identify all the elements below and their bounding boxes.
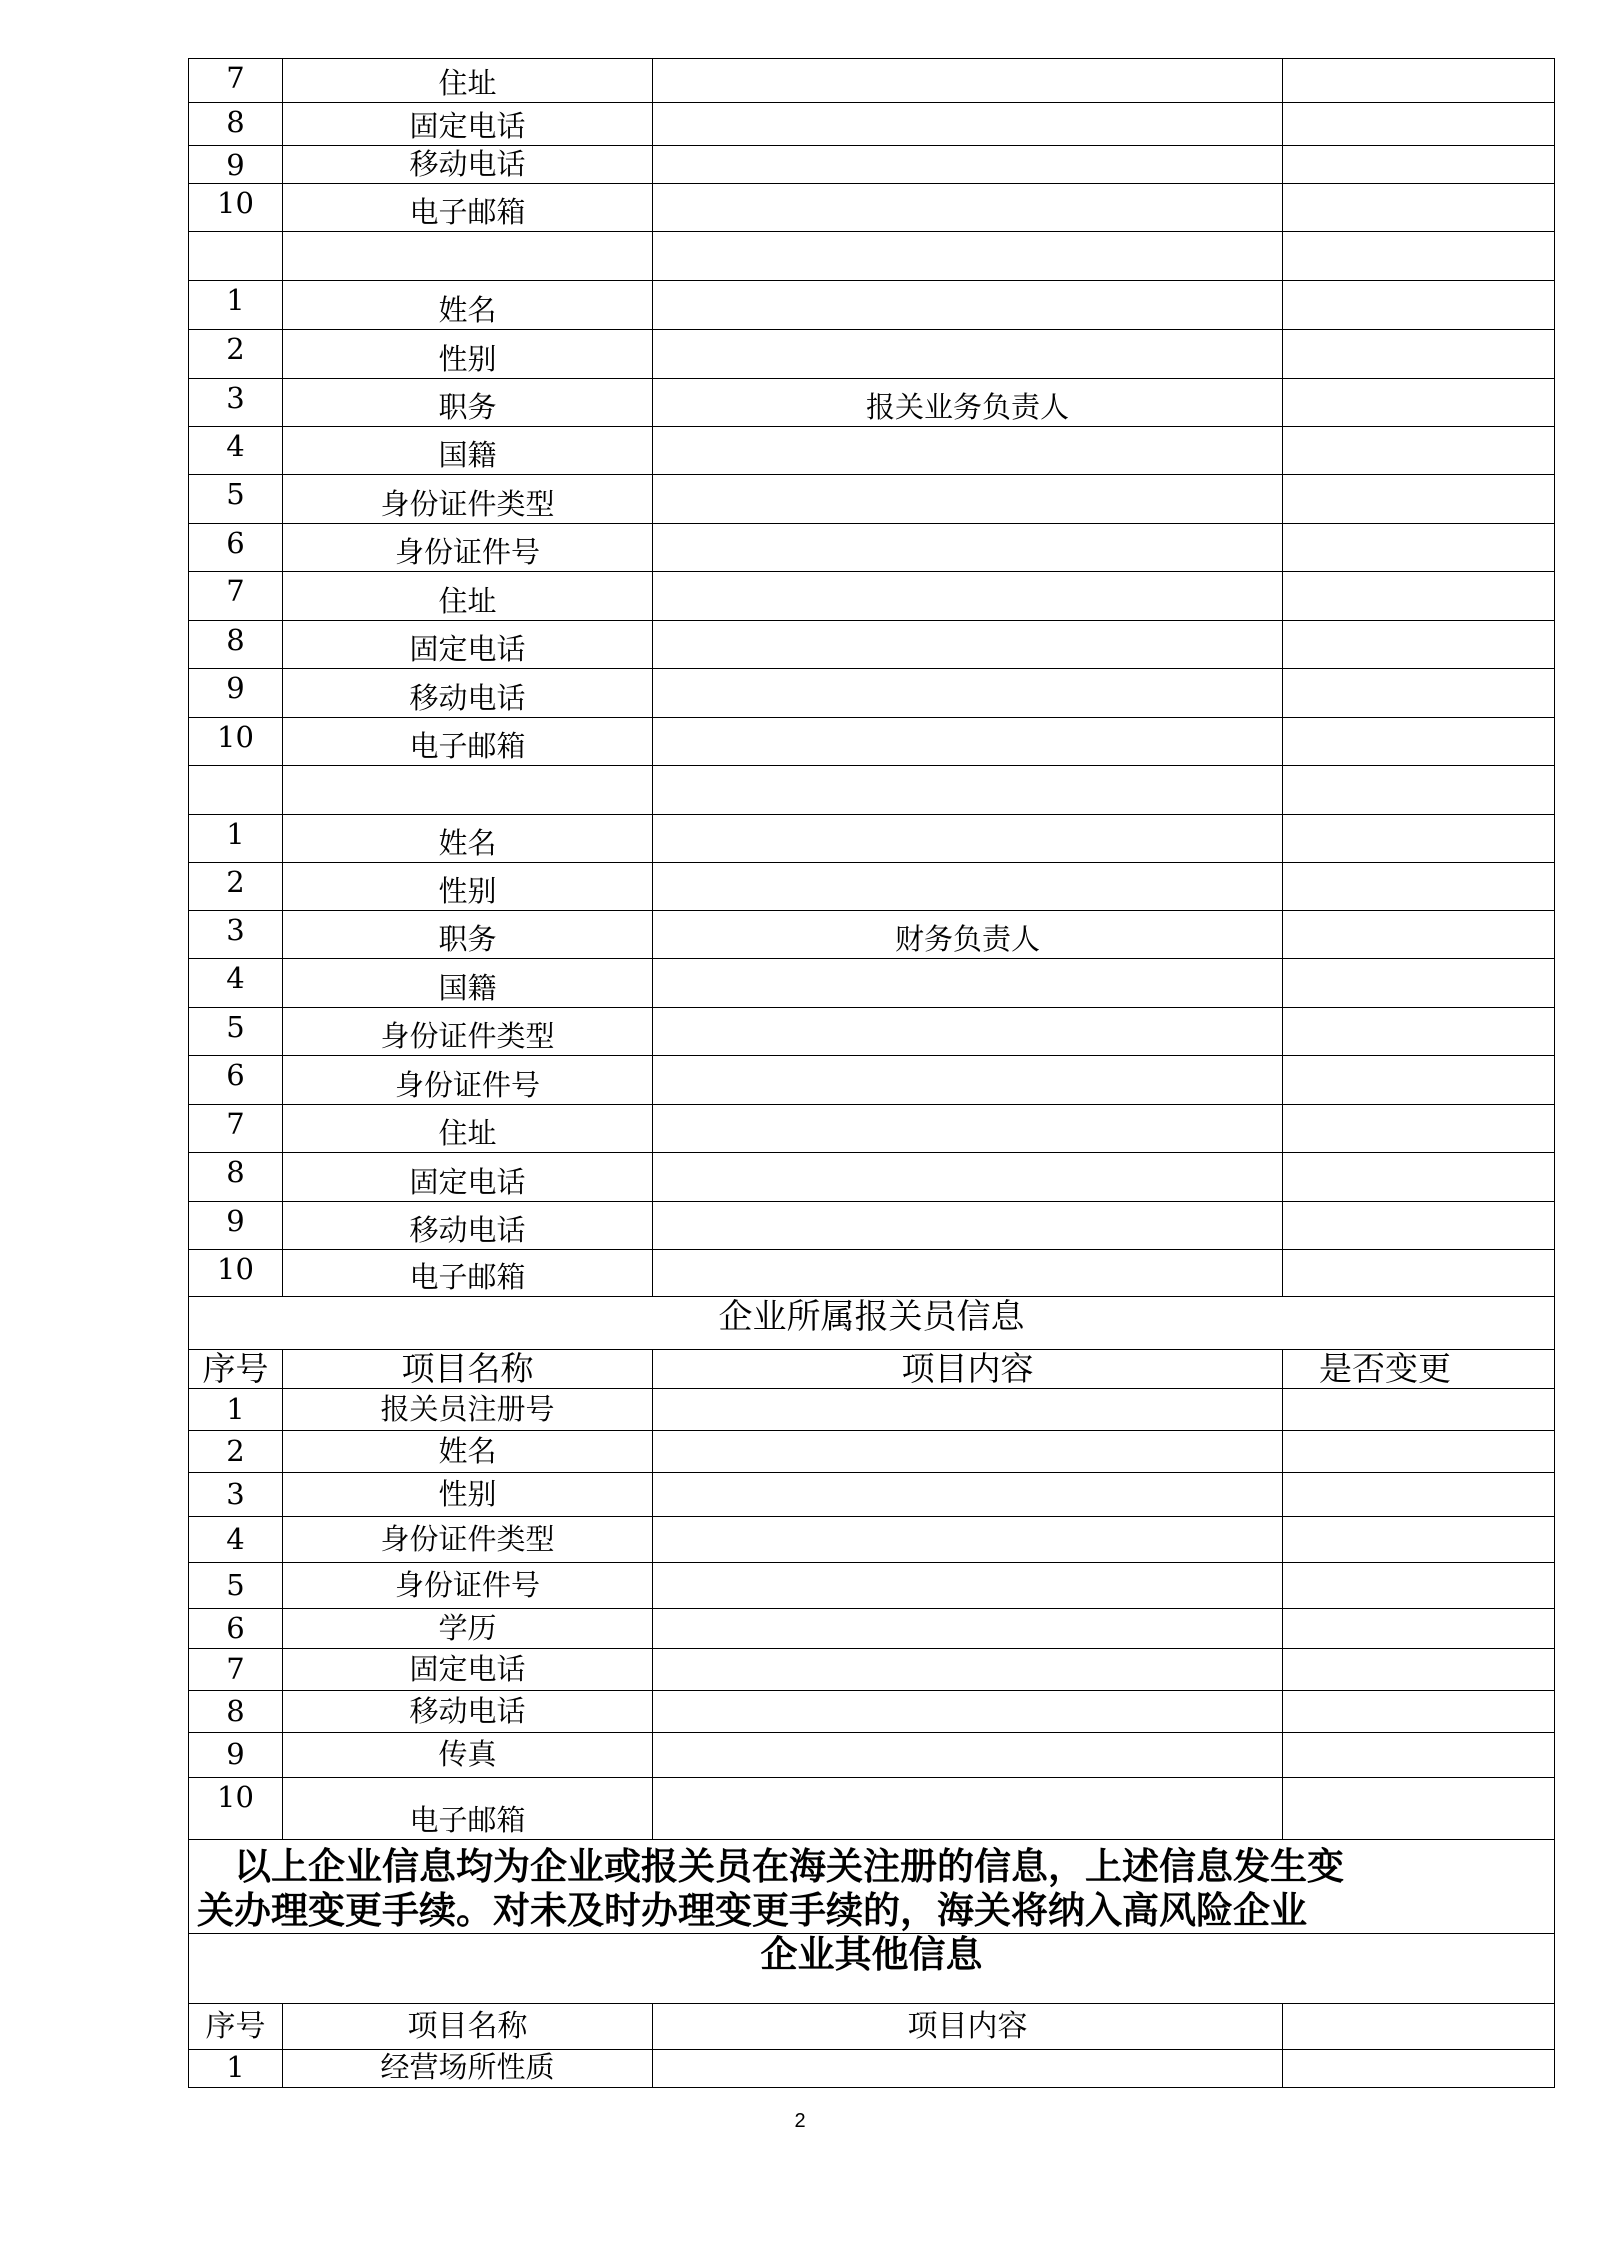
item-name: 固定电话 [283,1153,653,1202]
item-content[interactable]: 报关业务负责人 [653,379,1283,427]
item-content[interactable] [653,1202,1283,1250]
item-content[interactable] [653,1431,1283,1473]
item-name: 职务 [283,379,653,427]
header-row [189,2003,1555,2049]
item-content[interactable] [653,863,1283,911]
row-number: 1 [189,815,283,863]
item-name: 电子邮箱 [283,1250,653,1297]
header-name: 项目名称 [283,1350,653,1389]
item-name: 电子邮箱 [283,718,653,766]
row-number: 6 [189,1609,283,1649]
table-row [189,1202,1555,1250]
notice-text [189,1840,1555,1934]
row-number: 9 [189,1202,283,1250]
row-number: 7 [189,1649,283,1691]
item-name: 固定电话 [283,621,653,669]
item-content[interactable] [653,524,1283,572]
row-number: 9 [189,669,283,718]
table-row [189,59,1555,103]
item-name: 移动电话 [283,669,653,718]
changed-cell[interactable] [1283,911,1555,959]
other-section-title: 企业其他信息 [189,1933,1555,2003]
table-row [189,524,1555,572]
changed-cell[interactable] [1283,1517,1555,1563]
row-number: 7 [189,59,283,103]
changed-cell[interactable] [1283,1563,1555,1609]
notice-line-2: 关办理变更手续。对未及时办理变更手续的，海关将纳入高风险企业 [197,1888,1307,1933]
item-name: 移动电话 [283,146,653,184]
item-content[interactable] [653,146,1283,184]
row-number: 1 [189,1389,283,1431]
changed-cell[interactable] [1283,281,1555,330]
header-row [189,1350,1555,1389]
item-content[interactable] [653,427,1283,475]
item-content[interactable] [653,1105,1283,1153]
row-number: 3 [189,911,283,959]
table-row [189,427,1555,475]
table-row [189,815,1555,863]
table-row [189,1649,1555,1691]
changed-cell[interactable] [1283,524,1555,572]
item-content[interactable] [653,1691,1283,1733]
changed-cell[interactable] [1283,1473,1555,1517]
row-number: 8 [189,621,283,669]
item-name: 电子邮箱 [283,1778,653,1840]
changed-cell[interactable] [1283,669,1555,718]
row-number: 8 [189,1153,283,1202]
row-number: 7 [189,572,283,621]
changed-cell[interactable] [1283,427,1555,475]
item-content[interactable] [653,330,1283,379]
item-content[interactable] [653,959,1283,1008]
item-content[interactable] [653,2049,1283,2087]
item-name: 住址 [283,572,653,621]
item-name: 身份证件号 [283,524,653,572]
row-number: 7 [189,1105,283,1153]
changed-cell[interactable] [1283,1778,1555,1840]
changed-cell[interactable] [1283,1250,1555,1297]
item-name: 性别 [283,863,653,911]
changed-cell[interactable] [1283,184,1555,232]
changed-cell[interactable] [1283,1389,1555,1431]
spacer-row [189,232,1555,281]
changed-cell[interactable] [1283,1609,1555,1649]
changed-cell[interactable] [1283,959,1555,1008]
row-number: 5 [189,1563,283,1609]
table-row [189,911,1555,959]
item-name: 固定电话 [283,1649,653,1691]
changed-cell[interactable] [1283,1153,1555,1202]
item-content[interactable] [653,103,1283,146]
header-content: 项目内容 [653,2003,1283,2049]
item-name: 身份证件类型 [283,1008,653,1056]
row-number: 2 [189,330,283,379]
table-row [189,103,1555,146]
changed-cell[interactable] [1283,1202,1555,1250]
table-row [189,1153,1555,1202]
table-row [189,330,1555,379]
table-row [189,146,1555,184]
item-content[interactable] [653,59,1283,103]
table-row [189,1517,1555,1563]
changed-cell[interactable] [1283,379,1555,427]
header-no: 序号 [189,1350,283,1389]
changed-cell[interactable] [1283,475,1555,524]
item-content[interactable] [653,1250,1283,1297]
table-row [189,621,1555,669]
row-number: 9 [189,1733,283,1778]
item-name: 移动电话 [283,1691,653,1733]
changed-cell[interactable] [1283,146,1555,184]
changed-cell[interactable] [1283,572,1555,621]
item-name: 身份证件类型 [283,475,653,524]
header-changed: 是否变更 [1283,1350,1555,1389]
section-title-row [189,1297,1555,1350]
item-name: 住址 [283,1105,653,1153]
table-row [189,379,1555,427]
notice-line-1: 以上企业信息均为企业或报关员在海关注册的信息，上述信息发生变 [234,1844,1344,1888]
table-row [189,669,1555,718]
page-number: 2 [794,2110,806,2132]
table-row [189,1056,1555,1105]
item-content[interactable] [653,1778,1283,1840]
changed-cell[interactable] [1283,1649,1555,1691]
changed-cell[interactable] [1283,1691,1555,1733]
item-content[interactable] [653,1153,1283,1202]
row-number: 9 [189,146,283,184]
item-name: 身份证件类型 [283,1517,653,1563]
item-content[interactable] [653,815,1283,863]
item-content[interactable] [653,1517,1283,1563]
section-title-row [189,1933,1555,2003]
item-content[interactable] [653,1609,1283,1649]
table-row [189,1609,1555,1649]
item-content[interactable] [653,718,1283,766]
row-number: 4 [189,1517,283,1563]
table-row [189,475,1555,524]
row-number: 1 [189,2049,283,2087]
item-name: 学历 [283,1609,653,1649]
table-row [189,281,1555,330]
item-name: 移动电话 [283,1202,653,1250]
changed-cell[interactable] [1283,1733,1555,1778]
changed-cell[interactable] [1283,59,1555,103]
item-content[interactable] [653,1473,1283,1517]
item-content[interactable]: 财务负责人 [653,911,1283,959]
item-name: 职务 [283,911,653,959]
table-row [189,1691,1555,1733]
item-content[interactable] [653,281,1283,330]
item-name: 传真 [283,1733,653,1778]
table-row [189,1250,1555,1297]
table-row [189,718,1555,766]
item-name: 住址 [283,59,653,103]
item-name: 固定电话 [283,103,653,146]
item-name: 性别 [283,1473,653,1517]
table-row [189,1563,1555,1609]
row-number: 2 [189,863,283,911]
item-name: 姓名 [283,1431,653,1473]
table-row [189,2049,1555,2087]
item-content[interactable] [653,1649,1283,1691]
row-number: 6 [189,524,283,572]
declarant-section-title: 企业所属报关员信息 [189,1297,1555,1350]
changed-cell[interactable] [1283,103,1555,146]
item-name: 国籍 [283,959,653,1008]
item-name: 经营场所性质 [283,2049,653,2087]
table-row [189,1733,1555,1778]
changed-cell[interactable] [1283,718,1555,766]
item-name: 姓名 [283,281,653,330]
info-table [188,58,1555,2088]
item-content[interactable] [653,669,1283,718]
row-number: 10 [189,184,283,232]
row-number: 8 [189,1691,283,1733]
item-content[interactable] [653,1733,1283,1778]
header-content: 项目内容 [653,1350,1283,1389]
row-number: 8 [189,103,283,146]
changed-cell[interactable] [1283,1008,1555,1056]
table-row [189,1778,1555,1840]
table-row [189,1105,1555,1153]
registration-form [188,58,1453,2085]
header-name: 项目名称 [283,2003,653,2049]
item-content[interactable] [653,1389,1283,1431]
item-content[interactable] [653,621,1283,669]
header-no: 序号 [189,2003,283,2049]
row-number: 10 [189,1778,283,1840]
table-row [189,1389,1555,1431]
changed-cell[interactable] [1283,1105,1555,1153]
table-row [189,1473,1555,1517]
item-content[interactable] [653,184,1283,232]
table-row [189,959,1555,1008]
item-name: 国籍 [283,427,653,475]
item-name: 性别 [283,330,653,379]
row-number: 3 [189,379,283,427]
item-name: 身份证件号 [283,1563,653,1609]
row-number: 1 [189,281,283,330]
table-row [189,184,1555,232]
item-content[interactable] [653,1056,1283,1105]
notice-row [189,1840,1555,1934]
table-row [189,1431,1555,1473]
changed-cell[interactable] [1283,815,1555,863]
row-number: 6 [189,1056,283,1105]
changed-cell[interactable] [1283,621,1555,669]
item-name: 身份证件号 [283,1056,653,1105]
row-number: 10 [189,718,283,766]
row-number: 10 [189,1250,283,1297]
changed-cell[interactable] [1283,1056,1555,1105]
row-number: 5 [189,475,283,524]
item-name: 姓名 [283,815,653,863]
item-content[interactable] [653,572,1283,621]
row-number: 4 [189,427,283,475]
item-name: 电子邮箱 [283,184,653,232]
changed-cell[interactable] [1283,1431,1555,1473]
item-content[interactable] [653,475,1283,524]
item-content[interactable] [653,1008,1283,1056]
table-row [189,863,1555,911]
spacer-row [189,766,1555,815]
changed-cell[interactable] [1283,330,1555,379]
row-number: 2 [189,1431,283,1473]
item-content[interactable] [653,1563,1283,1609]
table-row [189,572,1555,621]
row-number: 4 [189,959,283,1008]
item-name: 报关员注册号 [283,1389,653,1431]
row-number: 3 [189,1473,283,1517]
table-row [189,1008,1555,1056]
row-number: 5 [189,1008,283,1056]
changed-cell[interactable] [1283,863,1555,911]
